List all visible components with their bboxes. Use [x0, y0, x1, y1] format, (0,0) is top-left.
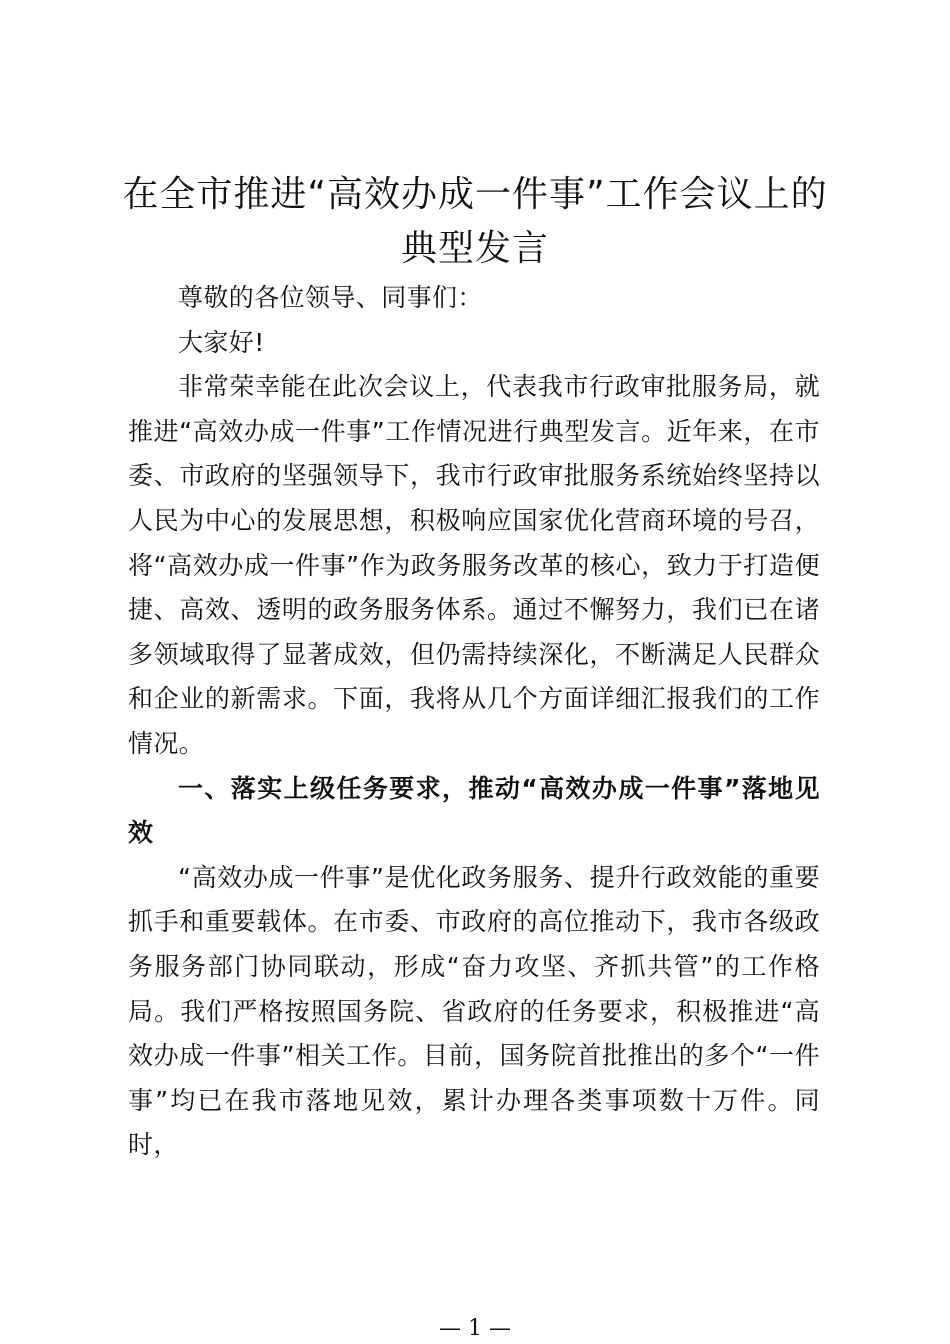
paragraph-intro: 非常荣幸能在此次会议上，代表我市行政审批服务局，就推进“高效办成一件事”工作情况进行典型发言。近年来，在市委、市政府的坚强领导下，我市行政审批服务系统始终坚持以人民为中心的发展思想，积极响应国家优化营商环境的号召，将“高效办成一件事”作为政务服务改革的核心，致力于打造便捷、高效、透明的政务服务体系。通过不懈努力，我们已在诸多领域取得了显著成效，但仍需持续深化，不断满足人民群众和企业的新需求。下面，我将从几个方面详细汇报我们的工作情况。: [128, 372, 820, 758]
title-line-2: 典型发言: [400, 228, 549, 269]
paragraph-section-1: “高效办成一件事”是优化政务服务、提升行政效能的重要抓手和重要载体。在市委、市政府的高位推动下，我市各级政务服务部门协同联动，形成“奋力攻坚、齐抓共管”的工作格局。我们严格按照国务院、省政府的任务要求，积极推进“高效办成一件事”相关工作。目前，国务院首批推出的多个“一件事”均已在我市落地见效，累计办理各类事项数十万件。同时，: [128, 862, 820, 1160]
section-heading-1: 一、落实上级任务要求，推动“高效办成一件事”落地见效: [128, 773, 820, 848]
document-body: [128, 276, 820, 1168]
page-number: — 1 —: [439, 1316, 511, 1341]
greeting: 大家好!: [178, 327, 265, 357]
title-line-1: 在全市推进“高效办成一件事”工作会议上的: [122, 174, 828, 215]
document-title: [100, 168, 850, 276]
salutation: 尊敬的各位领导、同事们：: [178, 283, 483, 312]
